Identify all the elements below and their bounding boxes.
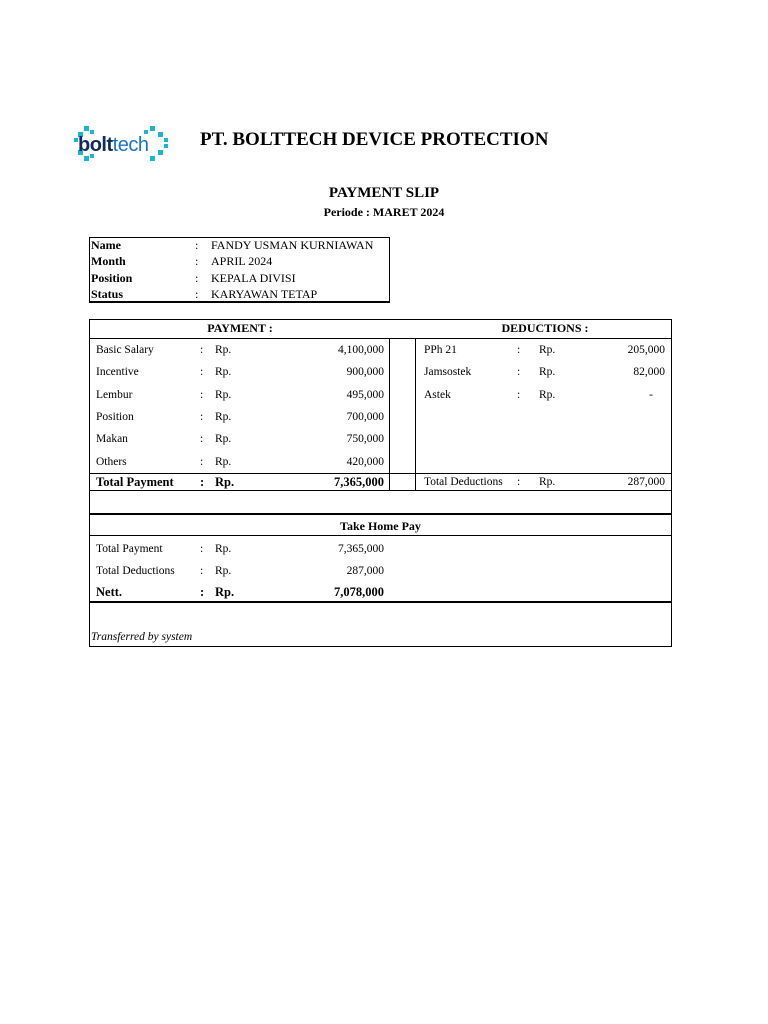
deduction-label: Jamsostek bbox=[424, 366, 472, 378]
colon: : bbox=[195, 238, 199, 252]
currency: Rp. bbox=[215, 475, 235, 489]
deduction-label: Astek bbox=[424, 389, 451, 401]
colon: : bbox=[195, 254, 199, 268]
colon: : bbox=[517, 389, 521, 401]
company-logo bbox=[74, 124, 170, 164]
colon: : bbox=[200, 543, 204, 555]
currency: Rp. bbox=[215, 585, 235, 599]
payment-label: Others bbox=[96, 456, 127, 468]
take-home-total-payment-label: Total Payment bbox=[96, 543, 163, 555]
colon: : bbox=[200, 456, 204, 468]
currency: Rp. bbox=[215, 565, 232, 577]
nett-amount: 7,078,000 bbox=[334, 585, 384, 599]
payment-label: Position bbox=[96, 411, 134, 423]
currency: Rp. bbox=[215, 456, 232, 468]
employee-label: Month bbox=[91, 254, 126, 268]
colon: : bbox=[517, 366, 521, 378]
employee-value: APRIL 2024 bbox=[211, 254, 273, 268]
colon: : bbox=[200, 411, 204, 423]
currency: Rp. bbox=[215, 433, 232, 445]
payment-label: Lembur bbox=[96, 389, 133, 401]
payment-header: PAYMENT : bbox=[207, 321, 273, 335]
deduction-amount: - bbox=[649, 389, 653, 401]
colon: : bbox=[200, 475, 205, 489]
payment-label: Incentive bbox=[96, 366, 139, 378]
colon: : bbox=[200, 433, 204, 445]
logo-word-tech: tech bbox=[112, 134, 149, 156]
currency: Rp. bbox=[215, 366, 232, 378]
slip-periode: Periode : MARET 2024 bbox=[323, 205, 445, 219]
colon: : bbox=[200, 585, 205, 599]
take-home-header-divider bbox=[90, 535, 671, 536]
slip-title: PAYMENT SLIP bbox=[328, 185, 440, 201]
colon: : bbox=[517, 476, 521, 488]
payment-label: Basic Salary bbox=[96, 344, 154, 356]
colon: : bbox=[195, 271, 199, 285]
take-home-total-payment-amount: 7,365,000 bbox=[338, 543, 384, 555]
currency: Rp. bbox=[215, 411, 232, 423]
header-divider bbox=[90, 338, 671, 339]
payment-column-divider bbox=[389, 338, 390, 490]
colon: : bbox=[517, 344, 521, 356]
currency: Rp. bbox=[215, 389, 232, 401]
employee-label: Position bbox=[91, 271, 133, 285]
totals-divider-top bbox=[90, 473, 671, 474]
take-home-divider-top bbox=[90, 513, 671, 515]
payment-amount: 495,000 bbox=[346, 389, 384, 401]
colon: : bbox=[195, 287, 199, 301]
payment-amount: 750,000 bbox=[346, 433, 384, 445]
deductions-column-divider bbox=[415, 338, 416, 490]
payment-amount: 700,000 bbox=[346, 411, 384, 423]
nett-divider bbox=[90, 601, 671, 603]
employee-value: FANDY USMAN KURNIAWAN bbox=[211, 238, 374, 252]
total-deductions-label: Total Deductions bbox=[424, 476, 503, 488]
currency: Rp. bbox=[539, 476, 556, 488]
deduction-amount: 205,000 bbox=[627, 344, 665, 356]
currency: Rp. bbox=[539, 344, 556, 356]
employee-value: KEPALA DIVISI bbox=[211, 271, 296, 285]
employee-label: Name bbox=[91, 238, 121, 252]
total-payment-label: Total Payment bbox=[96, 475, 174, 489]
company-name: PT. BOLTTECH DEVICE PROTECTION bbox=[200, 129, 549, 150]
currency: Rp. bbox=[539, 366, 556, 378]
nett-label: Nett. bbox=[96, 585, 123, 599]
logo-word-bolt: bolt bbox=[78, 134, 113, 156]
transfer-note: Transferred by system bbox=[91, 631, 193, 643]
colon: : bbox=[200, 344, 204, 356]
take-home-header: Take Home Pay bbox=[340, 519, 421, 533]
deductions-header: DEDUCTIONS : bbox=[501, 321, 589, 335]
employee-label: Status bbox=[91, 287, 124, 301]
employee-value: KARYAWAN TETAP bbox=[211, 287, 318, 301]
currency: Rp. bbox=[215, 344, 232, 356]
total-payment-amount: 7,365,000 bbox=[334, 475, 384, 489]
colon: : bbox=[200, 565, 204, 577]
take-home-total-deductions-label: Total Deductions bbox=[96, 565, 175, 577]
logo-wordmark bbox=[78, 134, 148, 157]
deduction-label: PPh 21 bbox=[424, 344, 457, 356]
deduction-amount: 82,000 bbox=[633, 366, 665, 378]
colon: : bbox=[200, 366, 204, 378]
employee-info-box bbox=[89, 237, 390, 303]
take-home-total-deductions-amount: 287,000 bbox=[346, 565, 384, 577]
payment-amount: 4,100,000 bbox=[338, 344, 384, 356]
payment-table bbox=[89, 319, 672, 647]
payment-amount: 420,000 bbox=[346, 456, 384, 468]
totals-divider-bottom bbox=[90, 490, 671, 491]
currency: Rp. bbox=[539, 389, 556, 401]
currency: Rp. bbox=[215, 543, 232, 555]
colon: : bbox=[200, 389, 204, 401]
payment-label: Makan bbox=[96, 433, 128, 445]
payment-amount: 900,000 bbox=[346, 366, 384, 378]
total-deductions-amount: 287,000 bbox=[627, 476, 665, 488]
